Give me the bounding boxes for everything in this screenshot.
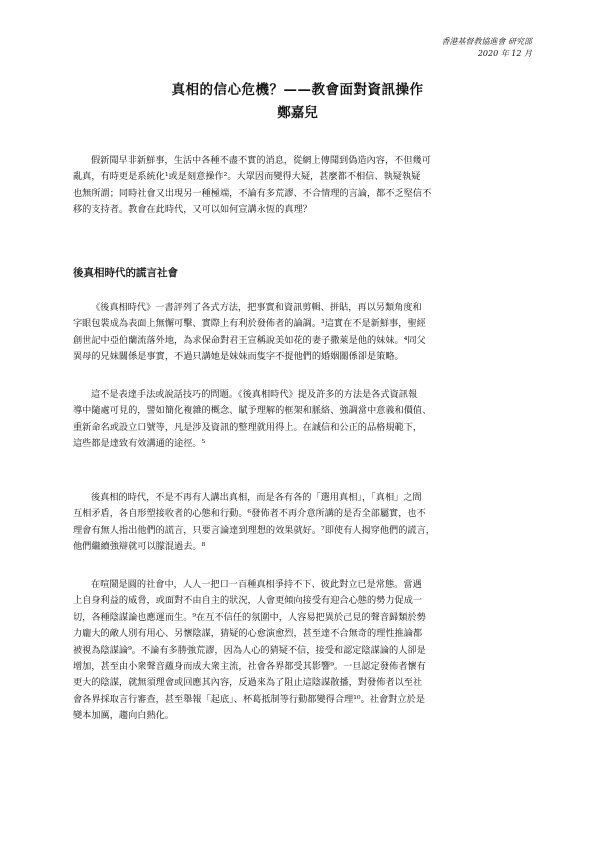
body-paragraph-1: [73, 300, 526, 366]
document-title: 真相的信心危機？——教會面對資訊操作: [171, 82, 424, 98]
body-paragraph-3: [73, 490, 526, 556]
body-line: 他們繼續強辯就可以朦混過去。⁸: [73, 541, 206, 553]
body-line: 這些都是達致有效溝通的途徑。⁵: [73, 438, 206, 450]
body-line: 更大的陰謀，就無須理會或回應其內容，反過來為了阻止這陰謀散播，對發佈者以至社: [73, 677, 423, 689]
intro-line: 假新聞早非新鮮事，生活中各種不盡不實的消息，從網上傳聞到偽造內容，不但幾可: [91, 155, 431, 166]
document-author: 鄭嘉兒: [277, 105, 318, 121]
intro-line: 也無所謂；同時社會又出現另一種極端，不論有多荒謬、不合情理的言論，都不乏堅信不: [73, 187, 432, 199]
body-paragraph-4: [73, 577, 526, 725]
body-line: 會各界採取言行審查，甚至舉報「起底」、杯葛抵制等行動都變得合理¹⁰。社會對立於是: [73, 693, 425, 705]
body-line: 這不是表達手法或說話技巧的問題。《後真相時代》提及許多的方法是各式資訊報: [91, 389, 418, 400]
body-line: 創世記中亞伯蘭流落外地，為求保命對君王宣稱說美如花的妻子撒萊是他的妹妹。⁴同父: [73, 334, 426, 346]
intro-line: 亂真，有時更是系統化¹或是刻意操作²。大眾因而變得大疑，甚麼都不相信、執疑執疑: [73, 171, 421, 183]
body-line: 《後真相時代》一書評列了各式方法，把事實和資訊剪輯、拼貼，再以另類角度和: [91, 302, 422, 313]
body-line: 在喧鬧是圓的社會中，人人一把口一百種真相爭持不下、彼此對立已是常態。當遇: [91, 579, 422, 590]
body-line: 異母的兄妹關係是事實，不過只講她是妹妹而隻字不提他們的婚姻關係卻是策略。: [73, 351, 404, 363]
body-line: 被視為陰謀論⁹。不論有多勝強荒謬，因為人心的猜疑不信，接受和認定陰謀論的人卻是: [73, 644, 426, 656]
header-org-line: 香港基督教協進會 研究部: [441, 37, 532, 46]
body-line: 重新命名或設立口號等，凡是涉及資訊的整理就用得上。在誠信和公正的品格規範下，: [73, 421, 423, 433]
intro-line: 移的支持者。教會在此時代，又可以如何宣講永恆的真理？: [73, 204, 312, 216]
intro-paragraph: [73, 153, 526, 219]
section-heading: 後真相時代的謊言社會: [73, 267, 178, 279]
body-line: 理會有無人指出他們的謊言，只要言論達到理想的效果就好。⁷即使有人揭穿他們的謊言，: [73, 524, 435, 536]
body-line: 後真相的時代，不是不再有人講出真相，而是各有各的「選用真相」，「真相」之間: [91, 492, 422, 503]
body-line: 變本加厲，趨向白熱化。: [73, 710, 175, 722]
body-line: 字眼包裝成為表面上無懈可擊、實際上有利於發佈者的論調。³這實在不是新鮮事，聖經: [73, 318, 426, 330]
body-line: 上自身利益的威脅，或面對不由自主的狀況，人會更傾向接受有迎合心態的勢力促成一: [73, 595, 423, 607]
body-line: 增加，甚至由小衆聲音蘊身而成大衆主流，社會各界都受其影響⁹。一旦認定發佈者懷有: [73, 661, 426, 673]
body-line: 力龐大的敵人別有用心、另懷陰謀，猜疑的心愈演愈烈，甚至達不合無奇的理性推論都: [73, 628, 423, 640]
body-line: 互相矛盾，各自形塑接收者的心態和行動。⁶發佈者不再介意所講的是否全部屬實，也不: [73, 508, 426, 520]
header-date-line: 2020 年 12 月: [477, 49, 532, 58]
body-paragraph-2: [73, 387, 526, 453]
header-note: [441, 36, 532, 60]
body-line: 導中隨處可見的，譬如簡化複雜的概念、賦予理解的框架和脈絡、強調當中意義和價值、: [73, 405, 432, 417]
body-line: 切，各種陰謀論也應運而生。⁹在互不信任的氛圍中，人容易把異於己見的聲音歸類於勢: [73, 611, 426, 623]
